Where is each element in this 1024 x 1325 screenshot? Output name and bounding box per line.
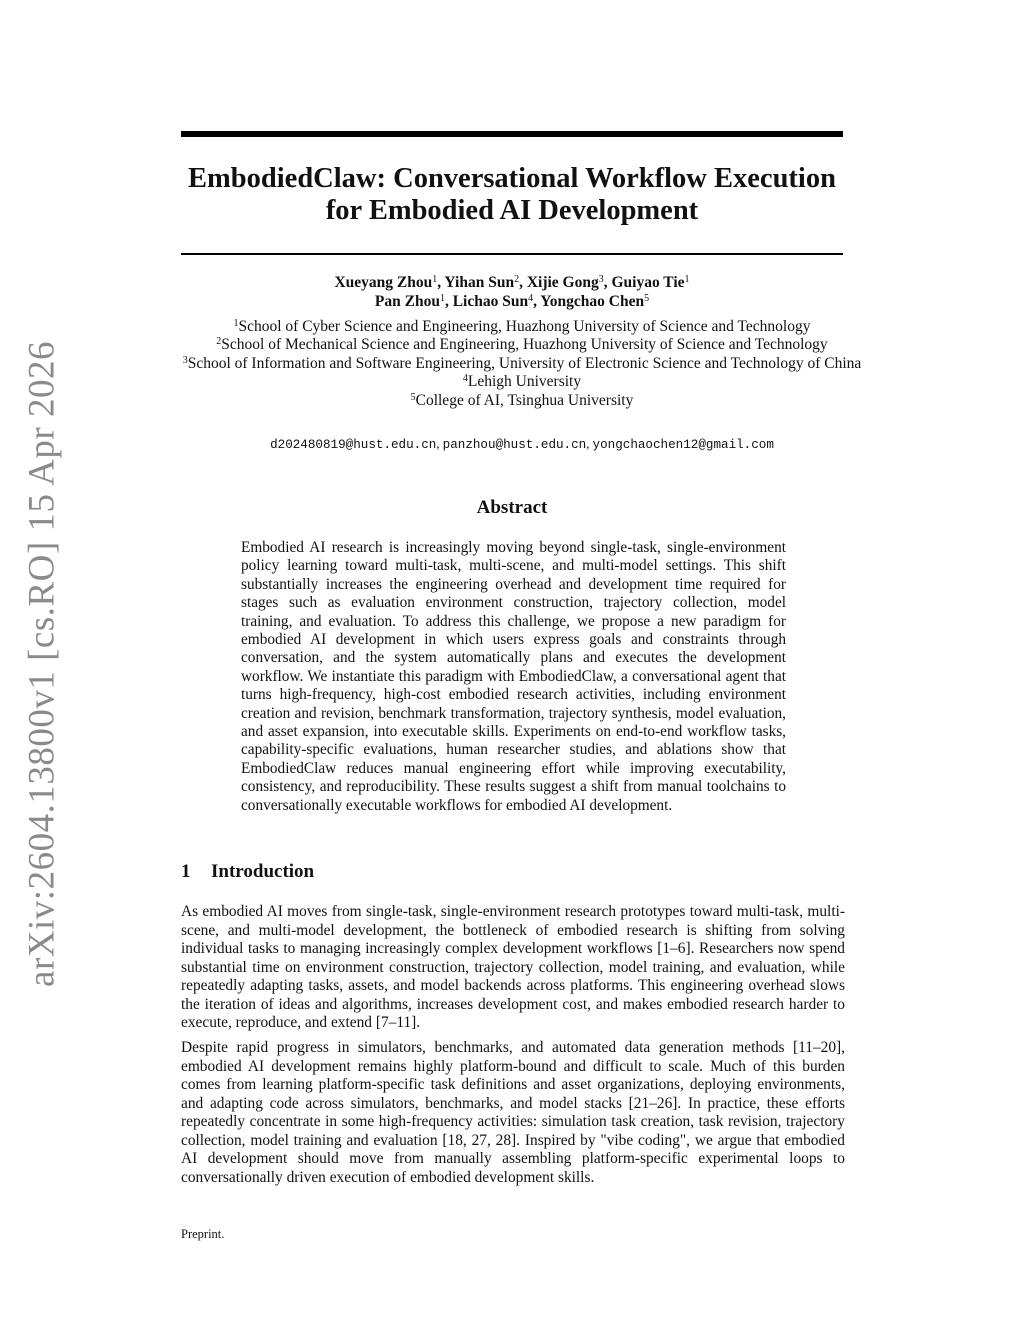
section-heading-introduction (181, 861, 314, 883)
body-paragraph: Despite rapid progress in simulators, benchmarks, and automated data generation methods [11–20], embodied AI development remains highly platform-bound and difficult to scale. Much of this burden comes from learning platform-specific task definitions and asset organizations, deploying environments, and adapting code across simulators, benchmarks, and model stacks [21–26]. In practice, these efforts repeatedly concentrate in some high-frequency activities: simulation task creation, task revision, trajectory collection, model training and evaluation [18, 27, 28]. Inspired by "vibe coding", we argue that embodied AI development should move from manually assembling platform-specific experimental loops to conversationally driven execution of embodied development skills. (181, 1039, 845, 1186)
affiliation: $^4$Lehigh University (462, 373, 582, 391)
abstract-text: Embodied AI research is increasingly moving beyond single-task, single-environment policy learning toward multi-task, multi-scene, and multi-model settings. This shift substantially increases the engineering overhead and development time required for stages such as evaluation environment construction, trajectory collection, model training, and evaluation. To address this challenge, we propose a new paradigm for embodied AI development in which users express goals and constraints through conversation, and the system automatically plans and executes the development workflow. We instantiate this paradigm with EmbodiedClaw, a conversational agent that turns high-frequency, high-cost embodied research activities, including environment creation and revision, benchmark transformation, trajectory synthesis, model evaluation, and asset expansion, into executable skills. Experiments on end-to-end workflow tasks, capability-specific evaluations, human researcher studies, and ablations show that EmbodiedClaw reduces manual engineering effort while improving executability, consistency, and reproducibility. These results suggest a shift from manual toolchains to conversationally executable workflows for embodied AI development. (241, 539, 786, 814)
author-affiliation-marker: 5 (644, 293, 650, 304)
author-affiliation-marker: 2 (514, 274, 520, 285)
author-affiliation-marker: 1 (432, 274, 438, 285)
author-affiliation-marker: 4 (528, 293, 534, 304)
author-name: Lichao Sun (452, 293, 529, 310)
body-paragraph: As embodied AI moves from single-task, single-environment research prototypes toward multi-task, multi-scene, and multi-model development, the bottleneck of embodied research is shifting from solving individual tasks to managing increasingly complex development workflows [1–6]. Researchers now spend substantial time on environment construction, trajectory collection, model training, and evaluation, while repeatedly adapting tasks, assets, and model backends across platforms. This engineering overhead slows the iteration of ideas and algorithms, increases development cost, and makes embodied research harder to execute, reproduce, and extend [7–11]. (181, 903, 845, 1031)
affiliation-list (150, 318, 894, 410)
affiliation: $^2$School of Mechanical Science and Engineering, Huazhong University of Science and Technology (216, 336, 828, 354)
affiliation: $^1$School of Cyber Science and Engineering, Huazhong University of Science and Technology (233, 318, 811, 335)
contact-emails: d202480819@hust.edu.cn, panzhou@hust.edu.cn, yongchaochen12@gmail.com (270, 437, 774, 452)
abstract-heading: Abstract (476, 497, 548, 518)
author-name: Pan Zhou (374, 293, 440, 310)
author-affiliation-marker: 1 (684, 274, 690, 285)
author-list (160, 273, 864, 311)
title-line-2: for Embodied AI Development (325, 195, 699, 226)
author-line-1: Xueyang Zhou$^1$, Yihan Sun$^2$, Xijie Gong$^3$, Guiyao Tie$^1$ (334, 274, 690, 291)
paper-title (160, 163, 864, 227)
author-line-2: Pan Zhou$^1$, Lichao Sun$^4$, Yongchao Chen$^5$ (374, 293, 650, 310)
affiliation: $^3$School of Information and Software Engineering, University of Electronic Science and Technology of China (182, 354, 862, 372)
author-affiliation-marker: 3 (598, 274, 604, 285)
section-title: Introduction (211, 861, 315, 882)
title-bottom-rule (181, 253, 843, 255)
author-name: Yihan Sun (444, 274, 515, 291)
author-name: Guiyao Tie (611, 274, 685, 291)
author-name: Xijie Gong (526, 274, 599, 291)
author-name: Xueyang Zhou (334, 274, 433, 291)
email-link[interactable]: yongchaochen12@gmail.com (592, 438, 774, 452)
arxiv-identifier-stamp: arXiv:2604.13800v1 [cs.RO] 15 Apr 2026 (21, 341, 63, 987)
author-name: Yongchao Chen (540, 293, 645, 310)
author-affiliation-marker: 1 (439, 293, 445, 304)
affiliation: $^5$College of AI, Tsinghua University (410, 391, 634, 409)
section-number: 1 (181, 861, 191, 882)
title-line-1: EmbodiedClaw: Conversational Workflow Execution (188, 163, 836, 194)
footer-note: Preprint. (181, 1227, 225, 1241)
email-link[interactable]: d202480819@hust.edu.cn (270, 438, 437, 452)
title-top-rule (181, 131, 843, 137)
email-link[interactable]: panzhou@hust.edu.cn (442, 438, 587, 452)
